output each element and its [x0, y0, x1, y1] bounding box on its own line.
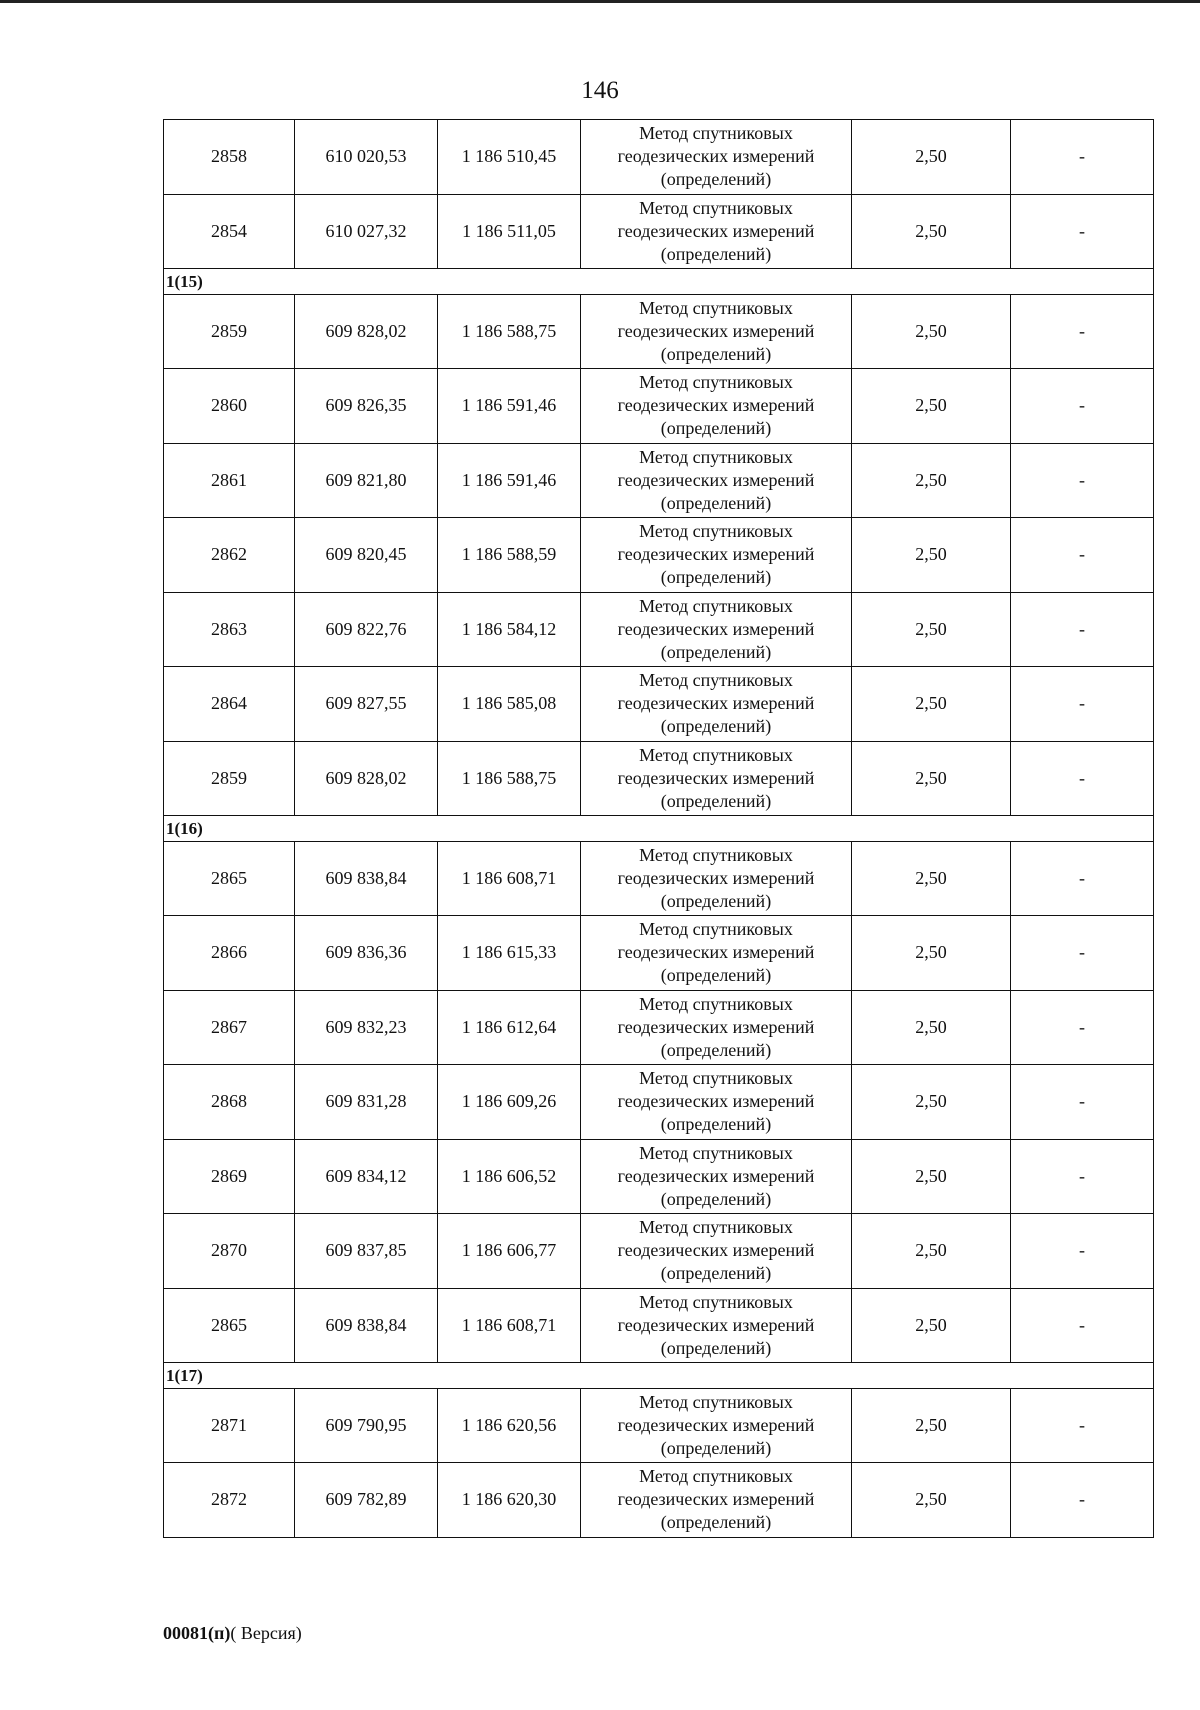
method-text-line: геодезических измерений: [617, 320, 815, 341]
description-cell: -: [1011, 518, 1154, 593]
accuracy-cell: 2,50: [852, 1214, 1011, 1289]
y-coordinate-cell: 1 186 591,46: [438, 369, 581, 444]
point-number-cell: 2865: [164, 1288, 295, 1363]
top-border-line: [0, 0, 1200, 3]
accuracy-cell: 2,50: [852, 1388, 1011, 1463]
description-cell: -: [1011, 916, 1154, 991]
x-coordinate-cell: 610 020,53: [295, 120, 438, 195]
description-cell: -: [1011, 1065, 1154, 1140]
x-coordinate-cell: 609 820,45: [295, 518, 438, 593]
y-coordinate-cell: 1 186 584,12: [438, 592, 581, 667]
table-row: [164, 1288, 1154, 1363]
table-row: [164, 1388, 1154, 1463]
y-coordinate-cell: 1 186 588,75: [438, 741, 581, 816]
table-row: [164, 667, 1154, 742]
description-cell: -: [1011, 120, 1154, 195]
group-header-row: [164, 1363, 1154, 1389]
y-coordinate-cell: 1 186 608,71: [438, 841, 581, 916]
description-cell: -: [1011, 841, 1154, 916]
method-text-line: (определений): [660, 1337, 772, 1358]
coordinates-table-body: [164, 120, 1154, 1538]
method-text-line: геодезических измерений: [617, 1091, 815, 1112]
accuracy-cell: 2,50: [852, 741, 1011, 816]
accuracy-cell: 2,50: [852, 1288, 1011, 1363]
method-text-line: геодезических измерений: [617, 544, 815, 565]
point-number-cell: 2865: [164, 841, 295, 916]
table-row: [164, 1463, 1154, 1538]
method-cell: [581, 1288, 852, 1363]
method-cell: [581, 1463, 852, 1538]
y-coordinate-cell: 1 186 612,64: [438, 990, 581, 1065]
method-text-line: (определений): [660, 1114, 772, 1135]
method-text-line: Метод спутниковых: [639, 1142, 793, 1163]
point-number-cell: 2859: [164, 741, 295, 816]
description-cell: -: [1011, 294, 1154, 369]
x-coordinate-cell: 609 828,02: [295, 741, 438, 816]
table-row: [164, 990, 1154, 1065]
method-cell: [581, 369, 852, 444]
x-coordinate-cell: 609 826,35: [295, 369, 438, 444]
point-number-cell: 2860: [164, 369, 295, 444]
description-cell: -: [1011, 1214, 1154, 1289]
x-coordinate-cell: 609 832,23: [295, 990, 438, 1065]
point-number-cell: 2870: [164, 1214, 295, 1289]
description-cell: -: [1011, 990, 1154, 1065]
point-number-cell: 2868: [164, 1065, 295, 1140]
y-coordinate-cell: 1 186 588,59: [438, 518, 581, 593]
description-cell: -: [1011, 443, 1154, 518]
method-text-line: геодезических измерений: [617, 618, 815, 639]
group-header-row: [164, 269, 1154, 295]
method-cell: [581, 1139, 852, 1214]
point-number-cell: 2863: [164, 592, 295, 667]
method-text-line: геодезических измерений: [617, 942, 815, 963]
method-text-line: геодезических измерений: [617, 146, 815, 167]
point-number-cell: 2866: [164, 916, 295, 991]
table-row: [164, 1214, 1154, 1289]
method-cell: [581, 194, 852, 269]
method-text-line: геодезических измерений: [617, 1414, 815, 1435]
method-text-line: (определений): [660, 492, 772, 513]
point-number-cell: 2862: [164, 518, 295, 593]
accuracy-cell: 2,50: [852, 443, 1011, 518]
x-coordinate-cell: 609 838,84: [295, 1288, 438, 1363]
x-coordinate-cell: 609 831,28: [295, 1065, 438, 1140]
description-cell: -: [1011, 1288, 1154, 1363]
method-text-line: геодезических измерений: [617, 220, 815, 241]
method-text-line: (определений): [660, 243, 772, 264]
table-row: [164, 369, 1154, 444]
method-text-line: Метод спутниковых: [639, 1068, 793, 1089]
table-row: [164, 443, 1154, 518]
accuracy-cell: 2,50: [852, 667, 1011, 742]
method-text-line: Метод спутниковых: [639, 1391, 793, 1412]
method-cell: [581, 294, 852, 369]
method-text-line: (определений): [660, 1039, 772, 1060]
table-row: [164, 518, 1154, 593]
x-coordinate-cell: 609 828,02: [295, 294, 438, 369]
x-coordinate-cell: 609 790,95: [295, 1388, 438, 1463]
y-coordinate-cell: 1 186 609,26: [438, 1065, 581, 1140]
method-text-line: Метод спутниковых: [639, 670, 793, 691]
point-number-cell: 2871: [164, 1388, 295, 1463]
table-row: [164, 841, 1154, 916]
accuracy-cell: 2,50: [852, 990, 1011, 1065]
table-row: [164, 592, 1154, 667]
accuracy-cell: 2,50: [852, 294, 1011, 369]
method-text-line: (определений): [660, 567, 772, 588]
document-version-label: ( Версия): [230, 1623, 302, 1643]
method-cell: [581, 1388, 852, 1463]
method-text-line: Метод спутниковых: [639, 446, 793, 467]
table-row: [164, 294, 1154, 369]
x-coordinate-cell: 609 821,80: [295, 443, 438, 518]
accuracy-cell: 2,50: [852, 1065, 1011, 1140]
method-text-line: Метод спутниковых: [639, 197, 793, 218]
method-text-line: геодезических измерений: [617, 1314, 815, 1335]
method-cell: [581, 741, 852, 816]
method-text-line: Метод спутниковых: [639, 993, 793, 1014]
method-cell: [581, 990, 852, 1065]
method-text-line: геодезических измерений: [617, 1016, 815, 1037]
method-text-line: (определений): [660, 1512, 772, 1533]
accuracy-cell: 2,50: [852, 369, 1011, 444]
description-cell: -: [1011, 1139, 1154, 1214]
method-text-line: Метод спутниковых: [639, 297, 793, 318]
x-coordinate-cell: 609 838,84: [295, 841, 438, 916]
method-text-line: геодезических измерений: [617, 1489, 815, 1510]
method-text-line: (определений): [660, 1437, 772, 1458]
method-text-line: (определений): [660, 890, 772, 911]
description-cell: -: [1011, 369, 1154, 444]
method-text-line: (определений): [660, 1188, 772, 1209]
method-text-line: (определений): [660, 716, 772, 737]
table-row: [164, 1139, 1154, 1214]
x-coordinate-cell: 609 836,36: [295, 916, 438, 991]
method-cell: [581, 120, 852, 195]
x-coordinate-cell: 609 822,76: [295, 592, 438, 667]
method-cell: [581, 841, 852, 916]
accuracy-cell: 2,50: [852, 518, 1011, 593]
method-text-line: геодезических измерений: [617, 767, 815, 788]
accuracy-cell: 2,50: [852, 916, 1011, 991]
method-text-line: геодезических измерений: [617, 867, 815, 888]
method-text-line: геодезических измерений: [617, 469, 815, 490]
accuracy-cell: 2,50: [852, 120, 1011, 195]
group-label: 1(17): [164, 1363, 1154, 1389]
point-number-cell: 2859: [164, 294, 295, 369]
x-coordinate-cell: 609 834,12: [295, 1139, 438, 1214]
x-coordinate-cell: 609 827,55: [295, 667, 438, 742]
y-coordinate-cell: 1 186 606,77: [438, 1214, 581, 1289]
method-text-line: Метод спутниковых: [639, 744, 793, 765]
x-coordinate-cell: 610 027,32: [295, 194, 438, 269]
point-number-cell: 2869: [164, 1139, 295, 1214]
point-number-cell: 2858: [164, 120, 295, 195]
method-cell: [581, 518, 852, 593]
method-cell: [581, 443, 852, 518]
point-number-cell: 2854: [164, 194, 295, 269]
y-coordinate-cell: 1 186 511,05: [438, 194, 581, 269]
accuracy-cell: 2,50: [852, 1139, 1011, 1214]
y-coordinate-cell: 1 186 615,33: [438, 916, 581, 991]
coordinates-table: [163, 119, 1154, 1538]
accuracy-cell: 2,50: [852, 1463, 1011, 1538]
y-coordinate-cell: 1 186 606,52: [438, 1139, 581, 1214]
table-row: [164, 194, 1154, 269]
method-text-line: (определений): [660, 965, 772, 986]
description-cell: -: [1011, 194, 1154, 269]
point-number-cell: 2861: [164, 443, 295, 518]
y-coordinate-cell: 1 186 588,75: [438, 294, 581, 369]
description-cell: -: [1011, 741, 1154, 816]
method-text-line: Метод спутниковых: [639, 123, 793, 144]
y-coordinate-cell: 1 186 620,30: [438, 1463, 581, 1538]
method-text-line: геодезических измерений: [617, 395, 815, 416]
table-row: [164, 120, 1154, 195]
method-text-line: (определений): [660, 343, 772, 364]
method-text-line: Метод спутниковых: [639, 521, 793, 542]
group-label: 1(16): [164, 816, 1154, 842]
method-text-line: (определений): [660, 418, 772, 439]
method-text-line: (определений): [660, 1263, 772, 1284]
description-cell: -: [1011, 592, 1154, 667]
method-cell: [581, 592, 852, 667]
table-row: [164, 916, 1154, 991]
y-coordinate-cell: 1 186 591,46: [438, 443, 581, 518]
y-coordinate-cell: 1 186 620,56: [438, 1388, 581, 1463]
group-header-row: [164, 816, 1154, 842]
method-cell: [581, 1214, 852, 1289]
x-coordinate-cell: 609 837,85: [295, 1214, 438, 1289]
method-text-line: Метод спутниковых: [639, 372, 793, 393]
method-text-line: Метод спутниковых: [639, 595, 793, 616]
page-number: 146: [581, 77, 619, 104]
document-code: 00081(п): [163, 1623, 231, 1643]
group-label: 1(15): [164, 269, 1154, 295]
document-version-footer: [163, 1622, 302, 1644]
method-text-line: Метод спутниковых: [639, 1217, 793, 1238]
point-number-cell: 2872: [164, 1463, 295, 1538]
method-cell: [581, 1065, 852, 1140]
point-number-cell: 2867: [164, 990, 295, 1065]
method-text-line: (определений): [660, 641, 772, 662]
description-cell: -: [1011, 1388, 1154, 1463]
method-text-line: геодезических измерений: [617, 1240, 815, 1261]
y-coordinate-cell: 1 186 510,45: [438, 120, 581, 195]
method-cell: [581, 916, 852, 991]
method-text-line: (определений): [660, 169, 772, 190]
method-text-line: Метод спутниковых: [639, 844, 793, 865]
method-text-line: Метод спутниковых: [639, 1291, 793, 1312]
method-text-line: Метод спутниковых: [639, 919, 793, 940]
method-text-line: геодезических измерений: [617, 1165, 815, 1186]
method-text-line: (определений): [660, 790, 772, 811]
table-row: [164, 1065, 1154, 1140]
y-coordinate-cell: 1 186 608,71: [438, 1288, 581, 1363]
description-cell: -: [1011, 1463, 1154, 1538]
accuracy-cell: 2,50: [852, 592, 1011, 667]
method-text-line: геодезических измерений: [617, 693, 815, 714]
x-coordinate-cell: 609 782,89: [295, 1463, 438, 1538]
y-coordinate-cell: 1 186 585,08: [438, 667, 581, 742]
accuracy-cell: 2,50: [852, 841, 1011, 916]
description-cell: -: [1011, 667, 1154, 742]
accuracy-cell: 2,50: [852, 194, 1011, 269]
method-cell: [581, 667, 852, 742]
table-row: [164, 741, 1154, 816]
method-text-line: Метод спутниковых: [639, 1466, 793, 1487]
point-number-cell: 2864: [164, 667, 295, 742]
